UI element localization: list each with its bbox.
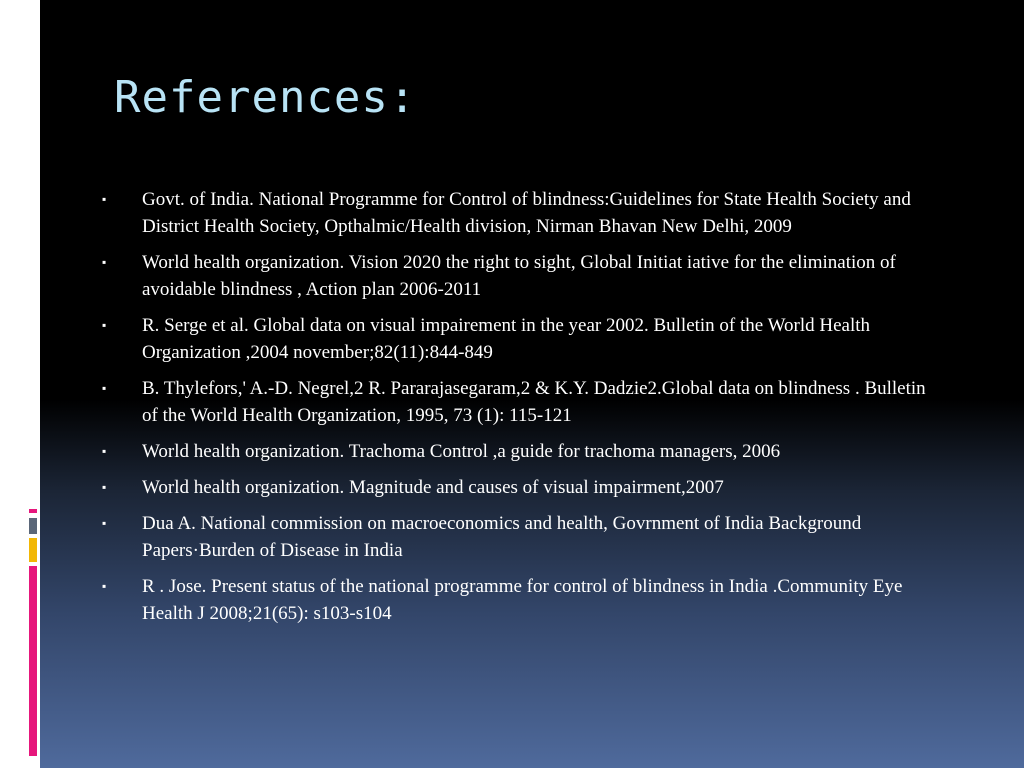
list-item	[102, 573, 942, 627]
reference-text: B. Thylefors,' A.-D. Negrel,2 R. Pararajasegaram,2 & K.Y. Dadzie2.Global data on blindness . Bulletin of the World Health Organization, 1995, 73 (1): 115-121	[142, 378, 926, 426]
bullet-icon: ▪	[102, 480, 107, 494]
list-item	[102, 438, 942, 465]
accent-bar-slate	[29, 518, 37, 534]
slide-title: References:	[114, 72, 417, 123]
bullet-icon: ▪	[102, 318, 107, 332]
list-item	[102, 312, 942, 366]
bullet-icon: ▪	[102, 255, 107, 269]
reference-text: World health organization. Trachoma Control ,a guide for trachoma managers, 2006	[142, 441, 781, 462]
slide	[40, 0, 1024, 768]
bullet-icon: ▪	[102, 381, 107, 395]
accent-bar-pink-tall	[29, 566, 37, 756]
list-item	[102, 375, 942, 429]
bullet-icon: ▪	[102, 516, 107, 530]
reference-text: Dua A. National commission on macroeconomics and health, Govrnment of India Background Papers·Burden of Disease in India	[142, 513, 862, 561]
accent-bars	[0, 0, 40, 768]
references-list	[102, 186, 942, 636]
bullet-icon: ▪	[102, 444, 107, 458]
reference-text: World health organization. Vision 2020 the right to sight, Global Initiat iative for the elimination of avoidable blindness , Action plan 2006-2011	[142, 252, 896, 300]
reference-text: R. Serge et al. Global data on visual impairement in the year 2002. Bulletin of the World Health Organization ,2004 november;82(11):844-849	[142, 315, 871, 363]
list-item	[102, 474, 942, 501]
list-item	[102, 249, 942, 303]
reference-text: R . Jose. Present status of the national programme for control of blindness in India .Community Eye Health J 2008;21(65): s103-s104	[142, 576, 903, 624]
accent-bar-amber	[29, 538, 37, 562]
list-item	[102, 510, 942, 564]
reference-text: Govt. of India. National Programme for Control of blindness:Guidelines for State Health Society and District Health Society, Opthalmic/Health division, Nirman Bhavan New Delhi, 2009	[142, 189, 911, 237]
list-item	[102, 186, 942, 240]
accent-bar-pink-small	[29, 509, 37, 513]
reference-text: World health organization. Magnitude and causes of visual impairment,2007	[142, 477, 724, 498]
bullet-icon: ▪	[102, 192, 107, 206]
bullet-icon: ▪	[102, 579, 107, 593]
